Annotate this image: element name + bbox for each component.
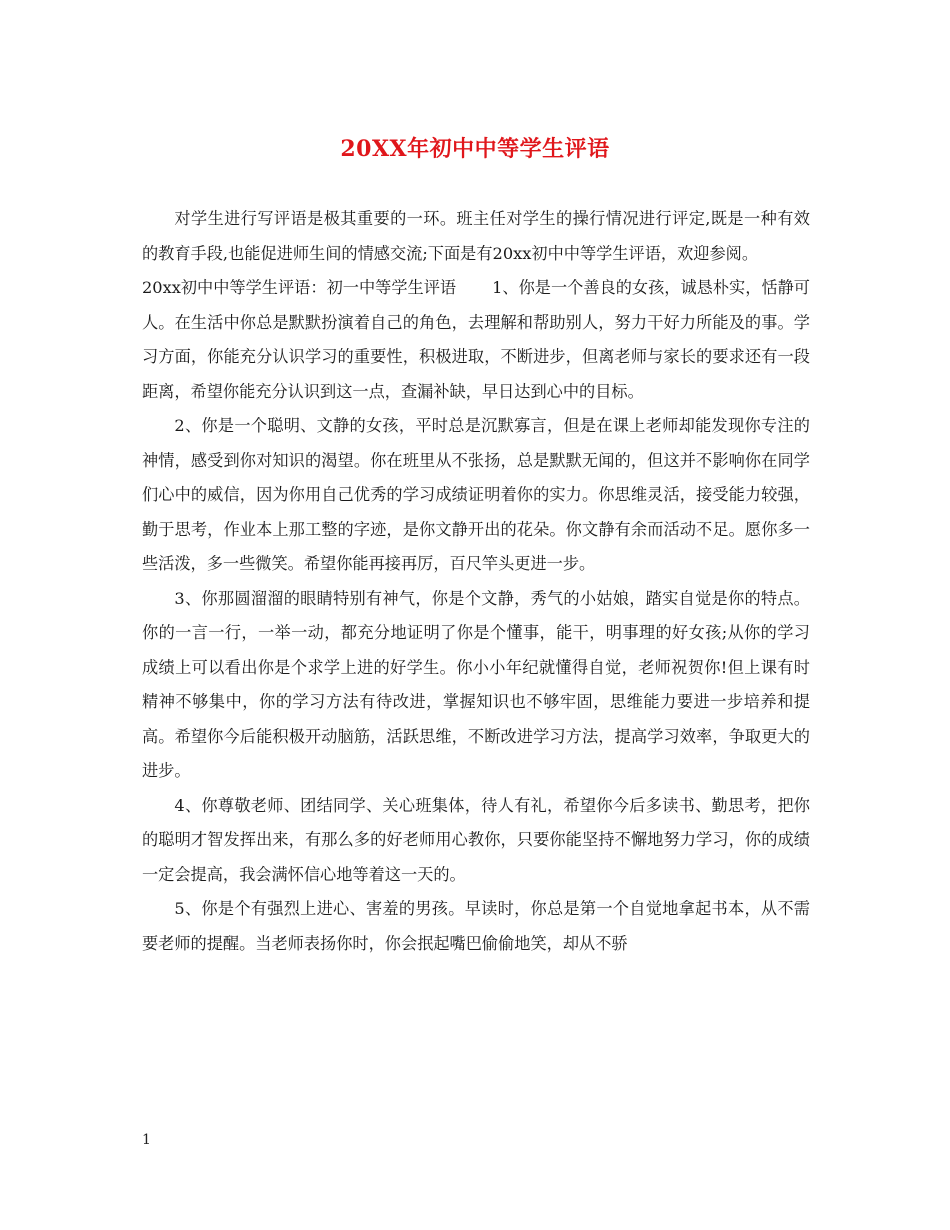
page-number: 1 [142,1132,151,1148]
comment-4: 4、你尊敬老师、团结同学、关心班集体，待人有礼，希望你今后多读书、勤思考，把你的聪明才智发挥出来，有那么多的好老师用心教你，只要你能坚持不懈地努力学习，你的成绩一定会提高，我会满怀信心地等着这一天的。 [142,795,810,884]
comment-3: 3、你那圆溜溜的眼睛特别有神气，你是个文静，秀气的小姑娘，踏实自觉是你的特点。你的一言一行，一举一动，都充分地证明了你是个懂事，能干，明事理的好女孩;从你的学习成绩上可以看出你是个求学上进的好学生。你小小年纪就懂得自觉，老师祝贺你!但上课有时精神不够集中，你的学习方法有待改进，掌握知识也不够牢固，思维能力要进一步培养和提高。希望你今后能积极开动脑筋，活跃思维，不断改进学习方法，提高学习效率，争取更大的进步。 [142,588,810,780]
comment-5: 5、你是个有强烈上进心、害羞的男孩。早读时，你总是第一个自觉地拿起书本，从不需要老师的提醒。当老师表扬你时，你会抿起嘴巴偷偷地笑，却从不骄 [142,899,810,953]
intro-paragraph: 对学生进行写评语是极其重要的一环。班主任对学生的操行情况进行评定,既是一种有效的教育手段,也能促进师生间的情感交流;下面是有20xx初中中等学生评语，欢迎参阅。 [142,209,810,263]
comment-2: 2、你是一个聪明、文静的女孩，平时总是沉默寡言，但是在课上老师却能发现你专注的神情，感受到你对知识的渴望。你在班里从不张扬，总是默默无闻的，但这并不影响你在同学们心中的威信，因为你用自己优秀的学习成绩证明着你的实力。你思维灵活，接受能力较强，勤于思考，作业本上那工整的字迹，是你文静开出的花朵。你文静有余而活动不足。愿你多一些活泼，多一些微笑。希望你能再接再厉，百尺竿头更进一步。 [142,416,810,573]
section-paragraph [142,271,810,409]
section-heading: 20xx初中中等学生评语：初一中等学生评语 [142,278,457,297]
comment-1: 1、你是一个善良的女孩，诚恳朴实，恬静可人。在生活中你总是默默扮演着自己的角色，去理解和帮助别人，努力干好力所能及的事。学习方面，你能充分认识学习的重要性，积极进取，不断进步，但离老师与家长的要求还有一段距离，希望你能充分认识到这一点，查漏补缺，早日达到心中的目标。 [142,278,810,401]
document-title: 20XX年初中中等学生评语 [340,136,610,162]
document-body [142,202,810,961]
